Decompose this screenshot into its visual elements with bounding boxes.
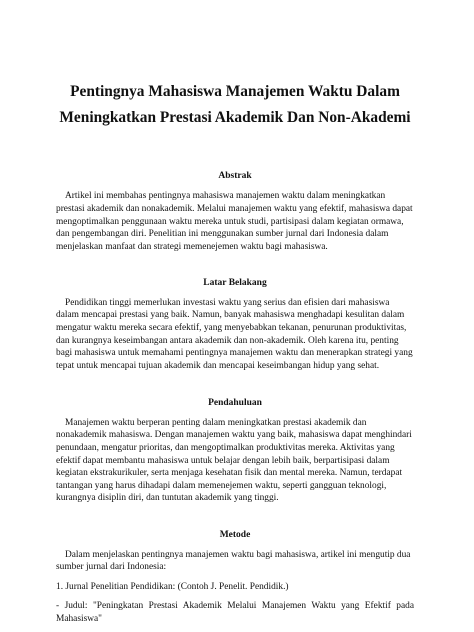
section-latar-belakang <box>56 279 414 372</box>
section-metode <box>56 531 414 625</box>
metode-heading: Metode <box>219 530 251 540</box>
abstrak-paragraph: Artikel ini membahas pentingnya mahasiswa manajemen waktu dalam meningkatkan prestasi akademik dan nonakademik. Melalui manajemen waktu yang efektif, mahasiswa dapat mengoptimalkan penggunaan waktu mereka untuk studi, partisipasi dalam kegiatan ormawa, dan pengembangan diri. Penelitian ini menggunakan sumber jurnal dari Indonesia dalam menjelaskan manfaat dan strategi memenejemen waktu bagi mahasiswa. <box>56 191 413 252</box>
metode-list-item: - Judul: "Peningkatan Prestasi Akademik Melalui Manajemen Waktu yang Efektif pada Mahasiswa" <box>56 601 414 624</box>
latar-belakang-heading: Latar Belakang <box>203 278 267 289</box>
paper-title <box>56 84 414 126</box>
section-abstrak <box>56 172 414 253</box>
section-pendahuluan <box>56 399 414 505</box>
abstrak-heading: Abstrak <box>218 170 252 181</box>
title-line-1: Pentingnya Mahasiswa Manajemen Waktu Dalam <box>70 83 400 100</box>
title-line-2: Meningkatkan Prestasi Akademik Dan Non-Akademi <box>59 109 411 127</box>
pendahuluan-paragraph: Manajemen waktu berperan penting dalam meningkatkan prestasi akademik dan nonakademik mahasiswa. Dengan manajemen waktu yang baik, mahasiswa dapat menghindari penundaan, mengatur prioritas, dan mengoptimalkan produktivitas mereka. Aktivitas yang efektif dapat membantu mahasiswa untuk belajar dengan lebih baik, berpartisipasi dalam kegiatan ekstrakurikuler, serta menjaga kesehatan fisik dan mental mereka. Namun, terdapat tantangan yang harus dihadapi dalam memenejemen waktu, seperti gangguan teknologi, kurangnya disiplin diri, dan tuntutan akademik yang tinggi. <box>56 417 412 504</box>
metode-list-item: 1. Jurnal Penelitian Pendidikan: (Contoh J. Penelit. Pendidik.) <box>56 581 289 592</box>
latar-belakang-paragraph: Pendidikan tinggi memerlukan investasi waktu yang serius dan efisien dari mahasiswa dalam mencapai prestasi yang baik. Namun, banyak mahasiswa menghadapi kesulitan dalam mengatur waktu mereka secara efektif, yang menyebabkan tekanan, penurunan produktivitas, dan kurangnya keseimbangan antara akademik dan non-akademik. Oleh karena itu, penting bagi mahasiswa untuk memahami pentingnya manajemen waktu dan menerapkan strategi yang tepat untuk mencapai tujuan akademik dan mencapai keseimbangan hidup yang sehat. <box>56 297 413 371</box>
metode-paragraph: Dalam menjelaskan pentingnya manajemen waktu bagi mahasiswa, artikel ini mengutip dua sumber jurnal dari Indonesia: <box>56 549 411 573</box>
pendahuluan-heading: Pendahuluan <box>208 398 262 409</box>
